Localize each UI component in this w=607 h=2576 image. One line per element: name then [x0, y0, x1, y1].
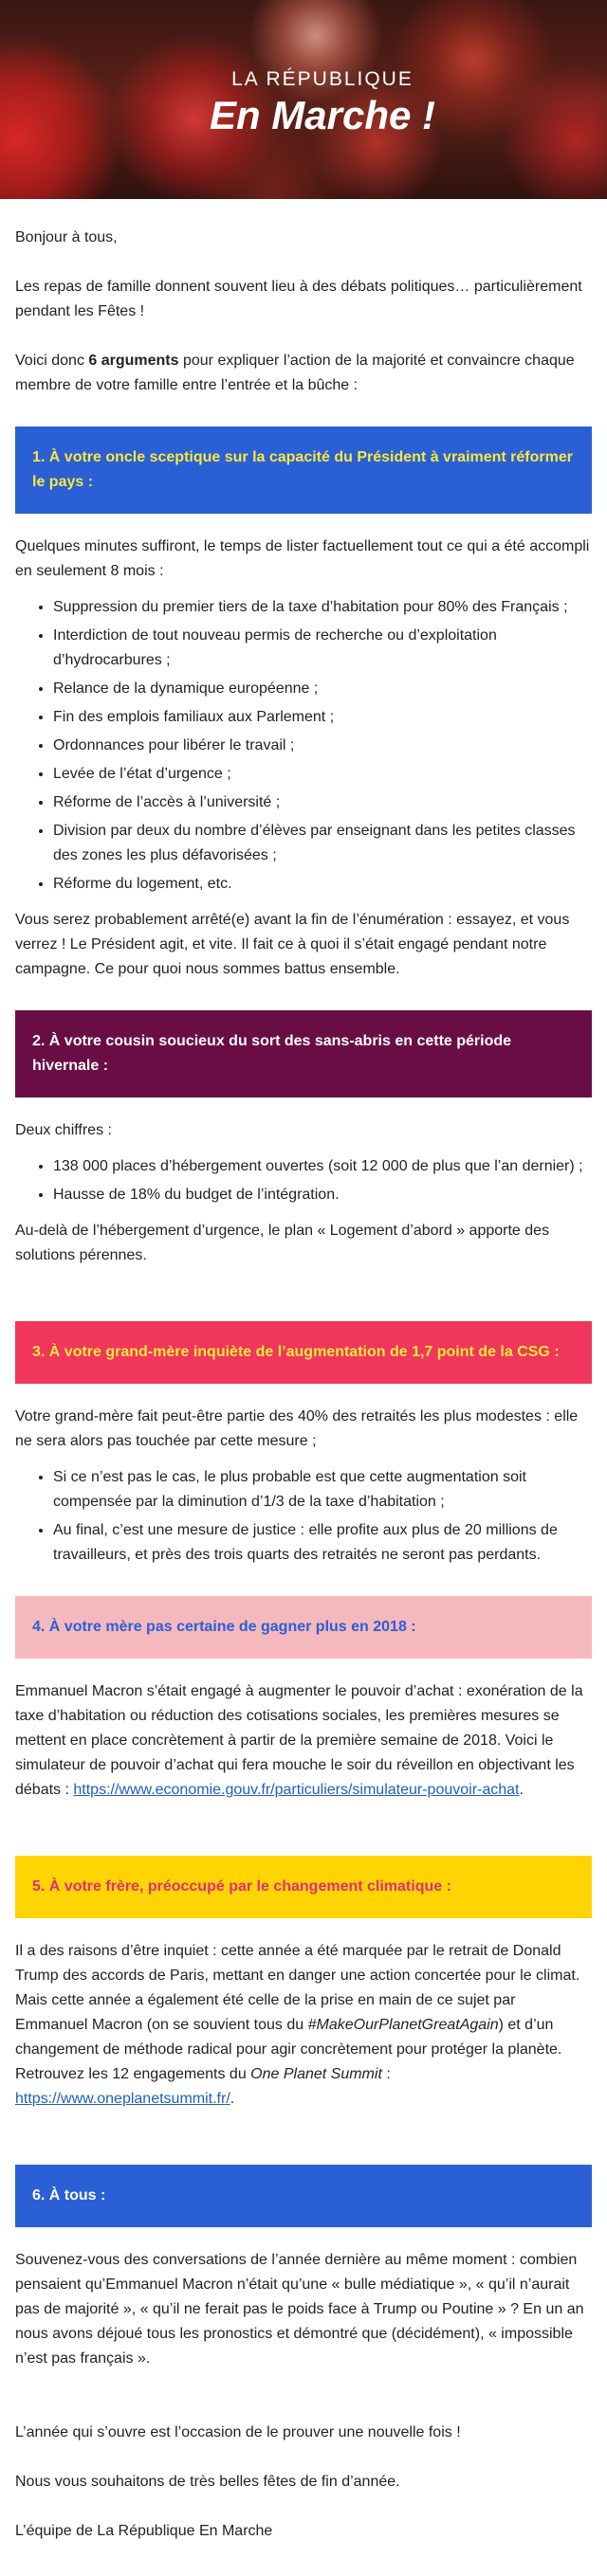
one-planet-link[interactable]: https://www.oneplanetsummit.fr/ — [15, 2091, 230, 2107]
list-item: • Réforme du logement, etc. — [53, 872, 592, 897]
list-item: • Levée de l’état d’urgence ; — [53, 762, 592, 787]
list-item: • Hausse de 18% du budget de l’intégration. — [53, 1183, 592, 1207]
arguments-count: 6 arguments — [88, 353, 179, 369]
section-3-lead: Votre grand-mère fait peut-être partie des 40% des retraités les plus modestes : elle ne sera alors pas touchée par cette mesure ; — [15, 1408, 579, 1449]
section-2-list — [15, 1154, 592, 1207]
section-6-text: Souvenez-vous des conversations de l’année dernière au même moment : combien pensaient qu’Emmanuel Macron n’était qu’une « bulle médiatique », « qu’il n’aurait pas de majorité », « qu’il ne ferait pas le poids face à Trump ou Poutine » ? En un an nous avons déjoué tous les pronostics et démontré que (décidément), « impossible n’est pas français ». — [15, 2252, 584, 2367]
section-5-heading: 5. À votre frère, préoccupé par le changement climatique : — [15, 1856, 592, 1918]
section-2-lead: Deux chiffres : — [15, 1122, 112, 1138]
list-item: • Division par deux du nombre d’élèves par enseignant dans les petites classes des zones les plus défavorisées ; — [53, 819, 592, 868]
list-item: • Relance de la dynamique européenne ; — [53, 677, 592, 701]
section-1-heading: 1. À votre oncle sceptique sur la capacité du Président à vraiment réformer le pays : — [15, 426, 592, 514]
section-6-heading: 6. À tous : — [15, 2165, 592, 2227]
signature: L’équipe de La République En Marche — [15, 2523, 273, 2539]
logo-subtitle: LA RÉPUBLIQUE — [231, 68, 414, 90]
section-1-list — [15, 595, 592, 897]
section-2-closing: Au-delà de l’hébergement d’urgence, le plan « Logement d’abord » apporte des solutions pérennes. — [15, 1223, 550, 1263]
logo-title: En Marche ! — [209, 93, 436, 137]
email-body — [0, 226, 607, 2544]
intro-paragraph: Les repas de famille donnent souvent lieu à des débats politiques… particulièrement pendant les Fêtes ! — [15, 279, 582, 319]
footer-line-1: L’année qui s’ouvre est l’occasion de le prouver une nouvelle fois ! — [15, 2424, 461, 2440]
simulator-link[interactable]: https://www.economie.gouv.fr/particuliers/simulateur-pouvoir-achat — [73, 1782, 520, 1798]
hashtag: #MakeOurPlanetGreatAgain — [307, 2017, 499, 2033]
list-item: • Au final, c’est une mesure de justice : elle profite aux plus de 20 millions de travailleurs, et près des trois quarts des retraités ne seront pas perdants. — [53, 1518, 592, 1568]
header-banner — [0, 0, 607, 199]
section-3-heading: 3. À votre grand-mère inquiète de l’augmentation de 1,7 point de la CSG : — [15, 1321, 592, 1384]
section-1-closing: Vous serez probablement arrêté(e) avant la fin de l’énumération : essayez, et vous verrez ! Le Président agit, et vite. Il fait ce à quoi il s’était engagé pendant notre campagne. Ce pour quoi nous sommes battus ensemble. — [15, 912, 570, 977]
list-item: • Suppression du premier tiers de la taxe d’habitation pour 80% des Français ; — [53, 595, 592, 620]
list-item: • Ordonnances pour libérer le travail ; — [53, 734, 592, 758]
list-item: • Interdiction de tout nouveau permis de recherche ou d’exploitation d’hydrocarbures ; — [53, 624, 592, 673]
section-5-text: Il a des raisons d’être inquiet : cette année a été marquée par le retrait de Donald Trump des accords de Paris, mettant en danger une action concertée pour le climat. Mais cette année a également été celle de la prise en main de ce sujet par Emmanuel Macron (on se souvient tous du #MakeOurPlanetGreatAgain) et d’un changement de méthode radical pour agir concrètement pour protéger la planète. Retrouvez les 12 engagements du One Planet Summit : https://www.oneplanetsummit.fr/. — [15, 1943, 580, 2107]
section-2-heading: 2. À votre cousin soucieux du sort des sans-abris en cette période hivernale : — [15, 1010, 592, 1098]
list-item: • Si ce n’est pas le cas, le plus probable est que cette augmentation soit compensée par la diminution d’1/3 de la taxe d’habitation ; — [53, 1465, 592, 1515]
list-item: • Réforme de l’accès à l’université ; — [53, 790, 592, 815]
greeting: Bonjour à tous, — [15, 229, 118, 245]
list-item: • 138 000 places d’hébergement ouvertes (soit 12 000 de plus que l’an dernier) ; — [53, 1154, 592, 1179]
summit-name: One Planet Summit — [250, 2066, 382, 2082]
footer-line-2: Nous vous souhaitons de très belles fêtes de fin d’année. — [15, 2474, 400, 2490]
section-4-heading: 4. À votre mère pas certaine de gagner plus en 2018 : — [15, 1596, 592, 1659]
intro-arguments: Voici donc 6 arguments pour expliquer l’action de la majorité et convaincre chaque membre de votre famille entre l’entrée et la bûche : — [15, 353, 575, 393]
list-item: • Fin des emplois familiaux aux Parlement ; — [53, 705, 592, 730]
section-1-lead: Quelques minutes suffiront, le temps de lister factuellement tout ce qui a été accompli en seulement 8 mois : — [15, 538, 590, 579]
section-3-list — [15, 1465, 592, 1568]
section-4-text: Emmanuel Macron s’était engagé à augmenter le pouvoir d’achat : exonération de la taxe d’habitation ou réduction des cotisations sociales, les premières mesures se mettent en place concrètement à partir de la première semaine de 2018. Voici le simulateur de pouvoir d’achat qui fera mouche le soir du réveillon en objectivant les débats : https://www.economie.gouv.fr/particuliers/simulateur-pouvoir-achat. — [15, 1683, 583, 1798]
en-marche-logo — [0, 68, 607, 138]
